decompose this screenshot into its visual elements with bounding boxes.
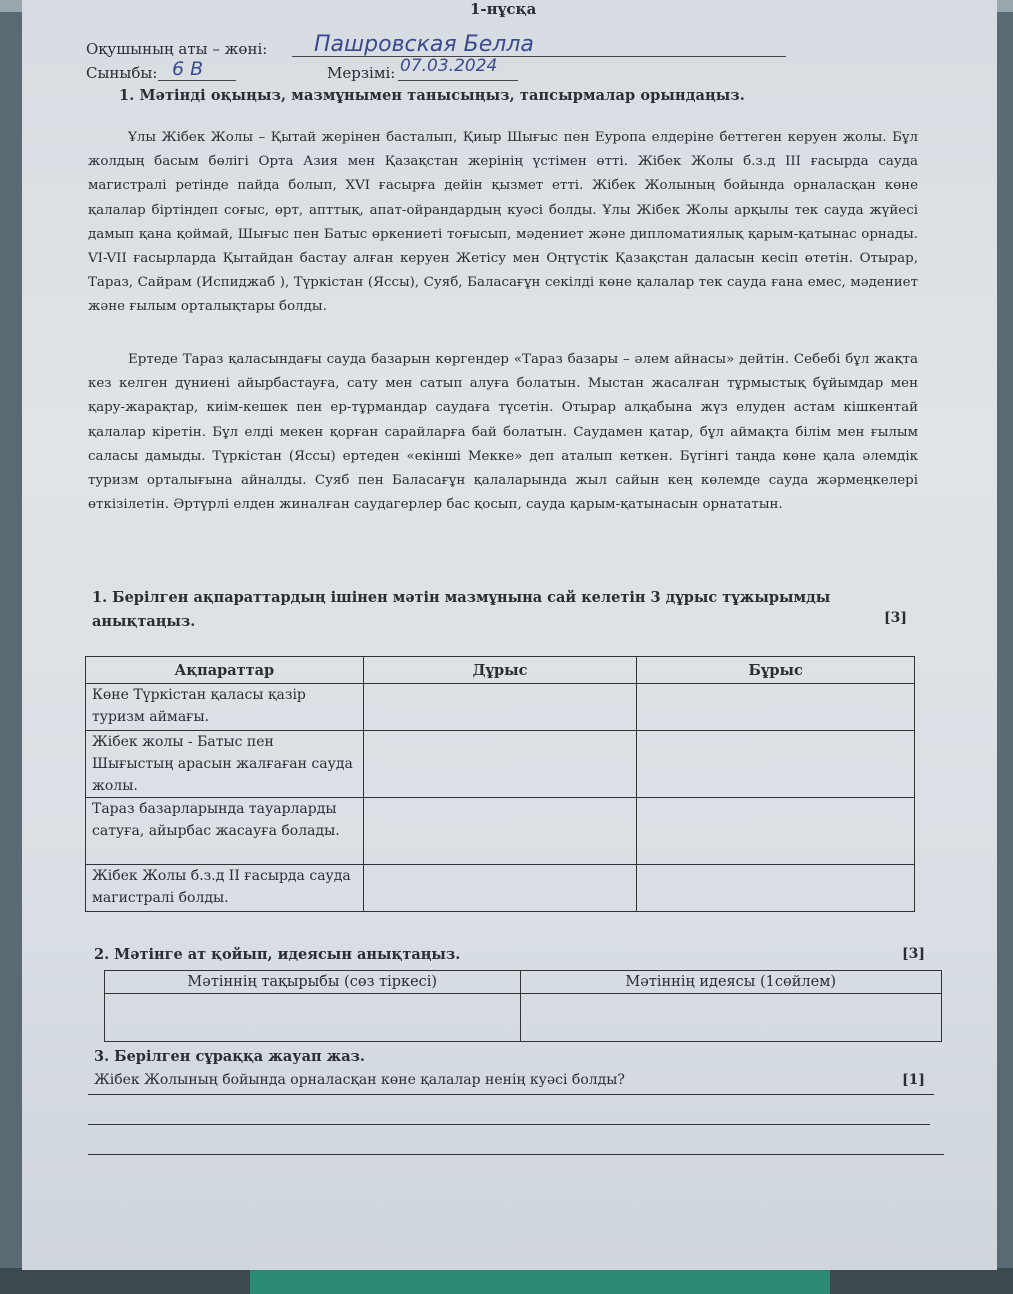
question3-prompt: Жібек Жолының бойында орналасқан көне қалалар ненің куәсі болды?	[94, 1072, 625, 1088]
question3-score: [1]	[902, 1072, 925, 1088]
answer-line-1[interactable]	[88, 1094, 934, 1095]
false-cell[interactable]	[637, 684, 915, 731]
paragraph-2: Ертеде Тараз қаласындағы сауда базарын көргендер «Тараз базары – әлем айнасы» дейтін. Себебі бұл жақта кез келген дүниені айырбастауға, сату мен сатып алуға болатын. Мыстан жасалған тұрмыстық бұйымдар мен қару-жарақтар, киім-кешек пен ер-тұрмандар саудаға түсетін. Отырар алқабына жүз елуден астам кішкентай қалалар кіретін. Бұл елді мекен қорған сарайларға бай болатын. Саудамен қатар, бұл аймақта білім мен ғылым саласы дамыды. Түркістан (Яссы) ертеден «екінші Мекке» деп аталып кеткен. Бүгінгі таңда көне қала әлемдік туризм орталығына айналды. Суяб пен Баласағұн қалаларында жыл сайын кең көлемде сауда жәрмеңкелері өткізілетін. Әртүрлі елден жиналған саудагерлер бас қосып, сауда қарым-қатынасын орнататын.	[88, 352, 918, 513]
true-cell[interactable]	[363, 865, 637, 912]
true-cell[interactable]	[363, 731, 637, 798]
statement-cell: Жібек жолы - Батыс пен Шығыстың арасын жалғаған сауда жолы.	[86, 731, 364, 798]
false-cell[interactable]	[637, 798, 915, 865]
table-header-row	[105, 971, 942, 994]
statements-table	[85, 656, 915, 912]
class-underline	[158, 80, 236, 81]
question2-score: [3]	[902, 946, 925, 962]
header-false: Бұрыс	[637, 657, 915, 684]
header-true: Дұрыс	[363, 657, 637, 684]
statement-cell: Жібек Жолы б.з.д ІІ ғасырда сауда магистралі болды.	[86, 865, 364, 912]
table-header-row	[86, 657, 915, 684]
true-cell[interactable]	[363, 798, 637, 865]
name-label: Оқушының аты – жөні:	[86, 40, 268, 58]
worksheet-paper	[22, 0, 997, 1270]
header-title: Мәтіннің тақырыбы (сөз тіркесі)	[105, 971, 521, 994]
table-row	[86, 731, 915, 798]
class-value[interactable]: 6 В	[172, 58, 204, 80]
header-info: Ақпараттар	[86, 657, 364, 684]
table-row	[86, 865, 915, 912]
idea-answer-cell[interactable]	[520, 994, 942, 1042]
title-answer-cell[interactable]	[105, 994, 521, 1042]
header-idea: Мәтіннің идеясы (1сөйлем)	[520, 971, 942, 994]
question2-text: 2. Мәтінге ат қойып, идеясын анықтаңыз.	[94, 946, 461, 963]
answer-line-3[interactable]	[88, 1154, 944, 1155]
paragraph-1: Ұлы Жібек Жолы – Қытай жерінен басталып, Қиыр Шығыс пен Еуропа елдеріне беттеген керуен жолы. Бұл жолдың басым бөлігі Орта Азия мен Қазақстан жерінің үстімен өтті. Жібек Жолы б.з.д ІІІ ғасырда сауда магистралі ретінде пайда болып, XVI ғасырға дейін қызмет етті. Жібек Жолының бойында орналасқан көне қалалар біртіндеп соғыс, өрт, апттық, апат-ойрандардың куәсі болды. Ұлы Жібек Жолы арқылы тек сауда жүйесі дамып қана қоймай, Шығыс пен Батыс өркениеті тоғысып, мәдениет және дипломатиялық қарым-қатынас орнады. VI-VII ғасырларда Қытайдан бастау алған керуен Жетісу мен Оңтүстік Қазақстан даласын кесіп өтетін. Отырар, Тараз, Сайрам (Испиджаб ), Түркістан (Яссы), Суяб, Баласағұн секілді көне қалалар тек сауда ғана емес, мәдениет және ғылым орталықтары болды.	[88, 130, 918, 315]
class-label: Сыныбы:	[86, 64, 158, 82]
question1-score: [3]	[884, 610, 907, 626]
name-value[interactable]: Пашровская Белла	[314, 32, 534, 57]
date-label: Мерзімі:	[327, 64, 396, 82]
answer-line-2[interactable]	[88, 1124, 930, 1125]
title-idea-table	[104, 970, 942, 1042]
table-row	[86, 798, 915, 865]
statement-cell: Тараз базарларында тауарларды сатуға, айырбас жасауға болады.	[86, 798, 364, 865]
task1-heading: 1. Мәтінді оқыңыз, мазмұнымен танысыңыз, тапсырмалар орындаңыз.	[119, 87, 745, 104]
date-value[interactable]: 07.03.2024	[400, 56, 498, 76]
table-row	[86, 684, 915, 731]
statement-cell: Көне Түркістан қаласы қазір туризм аймағы.	[86, 684, 364, 731]
question3-text: 3. Берілген сұраққа жауап жаз.	[94, 1048, 365, 1065]
variant-title: 1-нұсқа	[470, 0, 537, 18]
table-row	[105, 994, 942, 1042]
true-cell[interactable]	[363, 684, 637, 731]
false-cell[interactable]	[637, 731, 915, 798]
date-underline	[398, 80, 518, 81]
question1-text: 1. Берілген ақпараттардың ішінен мәтін мазмұнына сай келетін 3 дұрыс тұжырымды анықтаңыз.	[92, 589, 831, 630]
false-cell[interactable]	[637, 865, 915, 912]
